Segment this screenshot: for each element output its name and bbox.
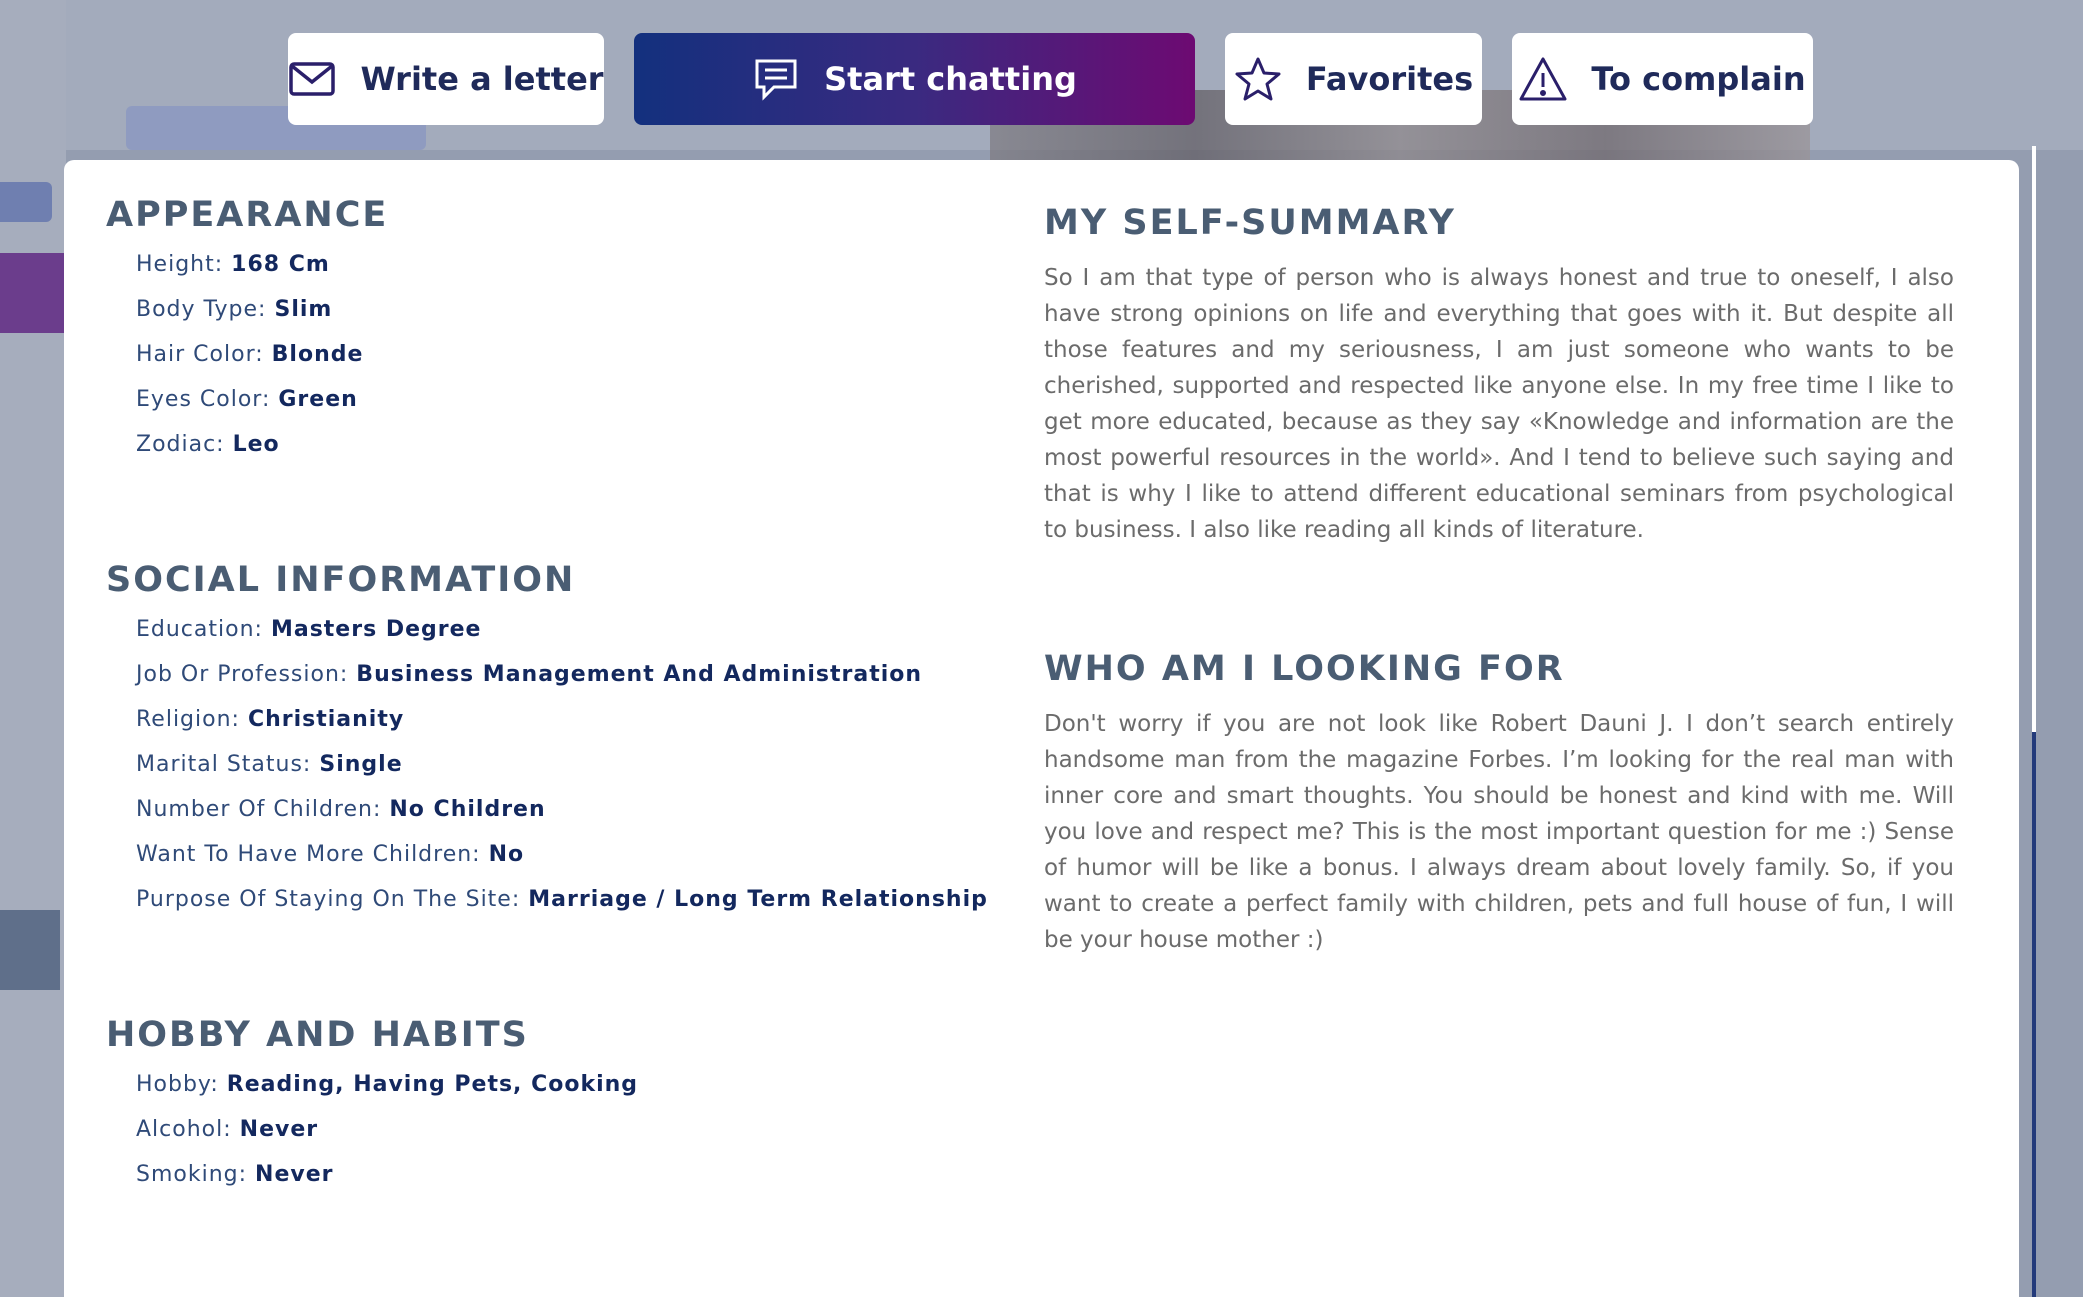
background-sidebar-item bbox=[0, 910, 60, 990]
hobby-and-habits-title: HOBBY AND HABITS bbox=[106, 1015, 529, 1055]
info-row: Height: 168 Cm bbox=[136, 252, 330, 277]
profile-details-card bbox=[64, 160, 2019, 1297]
start-chatting-button[interactable] bbox=[634, 33, 1195, 125]
warning-icon bbox=[1519, 55, 1567, 103]
info-row: Zodiac: Leo bbox=[136, 432, 280, 457]
self-summary-title: MY SELF-SUMMARY bbox=[1044, 203, 1456, 243]
self-summary-text: So I am that type of person who is always honest and true to oneself, I also have strong opinions on life and everything that goes with it. But despite all those features and my seriousness, I am just someone who wants to be cherished, supported and respected like anyone else. In my free time I like to get more educated, because as they say «Knowledge and information are the most powerful resources in the world». And I tend to believe such saying and that is why I like to attend different educational seminars from psychological to business. I also like reading all kinds of literature. bbox=[1044, 265, 1954, 543]
social-information-list bbox=[136, 617, 988, 932]
info-row: Want To Have More Children: No bbox=[136, 842, 525, 867]
info-row: Eyes Color: Green bbox=[136, 387, 358, 412]
info-row: Religion: Christianity bbox=[136, 707, 405, 732]
scrollbar-thumb[interactable] bbox=[2032, 732, 2036, 1297]
info-row: Alcohol: Never bbox=[136, 1117, 319, 1142]
looking-for-text: Don't worry if you are not look like Robert Dauni J. I don’t search entirely handsome man from the magazine Forbes. I’m looking for the real man with inner core and smart thoughts. You should be honest and kind with me. Will you love and respect me? This is the most important question for me :) Sense of humor will be like a bonus. I always dream about lovely family. So, if you want to create a perfect family with children, pets and full house of fun, I will be your house mother :) bbox=[1044, 711, 1954, 953]
favorites-label: Favorites bbox=[1305, 60, 1474, 98]
info-row: Hair Color: Blonde bbox=[136, 342, 364, 367]
social-information-title: SOCIAL INFORMATION bbox=[106, 560, 576, 600]
info-row: Body Type: Slim bbox=[136, 297, 333, 322]
profile-actions bbox=[0, 33, 2083, 125]
write-letter-label: Write a letter bbox=[360, 60, 604, 98]
appearance-title: APPEARANCE bbox=[106, 195, 389, 235]
info-row: Education: Masters Degree bbox=[136, 617, 482, 642]
appearance-list bbox=[136, 252, 363, 477]
background-sidebar-active-item bbox=[0, 253, 64, 333]
info-row: Hobby: Reading, Having Pets, Cooking bbox=[136, 1072, 639, 1097]
hobby-and-habits-list bbox=[136, 1072, 638, 1207]
chat-bubble-icon bbox=[752, 55, 800, 103]
info-row: Marital Status: Single bbox=[136, 752, 403, 777]
complain-button[interactable] bbox=[1512, 33, 1813, 125]
info-row: Purpose Of Staying On The Site: Marriage / Long Term Relationship bbox=[136, 887, 988, 912]
start-chatting-label: Start chatting bbox=[824, 60, 1077, 98]
background-sidebar-button bbox=[0, 182, 52, 222]
info-row: Smoking: Never bbox=[136, 1162, 334, 1187]
star-icon bbox=[1234, 55, 1282, 103]
complain-label: To complain bbox=[1591, 60, 1806, 98]
envelope-icon bbox=[288, 55, 336, 103]
looking-for-title: WHO AM I LOOKING FOR bbox=[1044, 649, 1565, 689]
info-row: Job Or Profession: Business Management And Administration bbox=[136, 662, 923, 687]
write-letter-button[interactable] bbox=[288, 33, 604, 125]
info-row: Number Of Children: No Children bbox=[136, 797, 546, 822]
favorites-button[interactable] bbox=[1225, 33, 1482, 125]
